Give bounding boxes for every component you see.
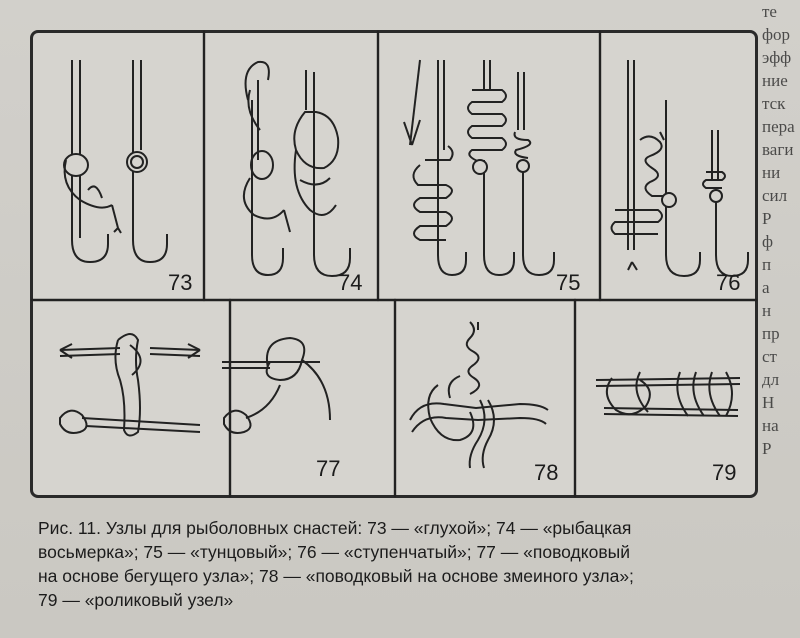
- caption-line: на основе бегущего узла»; 78 — «поводковый на основе змеиного узла»;: [38, 566, 634, 586]
- knot-78-illustration: [410, 322, 548, 468]
- adjacent-page-text: те фор эфф ние тск пера ваги ни сил Р ф п а н пр ст дл Н на Р: [762, 2, 795, 458]
- hook-shape: [523, 160, 554, 275]
- knot-74-illustration: [244, 62, 350, 276]
- figure-number-75: 75: [556, 270, 581, 295]
- figure-number-74: 74: [338, 270, 363, 295]
- hook-shape: [666, 100, 700, 276]
- caption-line: восьмерка»; 75 — «тунцовый»; 76 — «ступенчатый»; 77 — «поводковый: [38, 542, 630, 562]
- hook-shape: [716, 192, 748, 276]
- knot-79-illustration: [596, 372, 740, 416]
- hook-shape: [438, 60, 466, 275]
- figure-number-73: 73: [168, 270, 193, 295]
- figure-caption: [38, 516, 786, 612]
- knot-73-illustration: [64, 60, 167, 262]
- figure-number-78: 78: [534, 460, 559, 485]
- figure-number-76: 76: [716, 270, 741, 295]
- figure-number-77: 77: [316, 456, 341, 481]
- knot-75-illustration: [404, 60, 554, 275]
- knot-76-illustration: [612, 60, 749, 276]
- figure-number-79: 79: [712, 460, 737, 485]
- knot-77-illustration: [60, 334, 330, 436]
- hook-shape: [314, 72, 350, 276]
- caption-line: 79 — «роликовый узел»: [38, 590, 234, 610]
- hook-shape: [484, 160, 514, 275]
- caption-line: Рис. 11. Узлы для рыболовных снастей: 73 — «глухой»; 74 — «рыбацкая: [38, 518, 632, 538]
